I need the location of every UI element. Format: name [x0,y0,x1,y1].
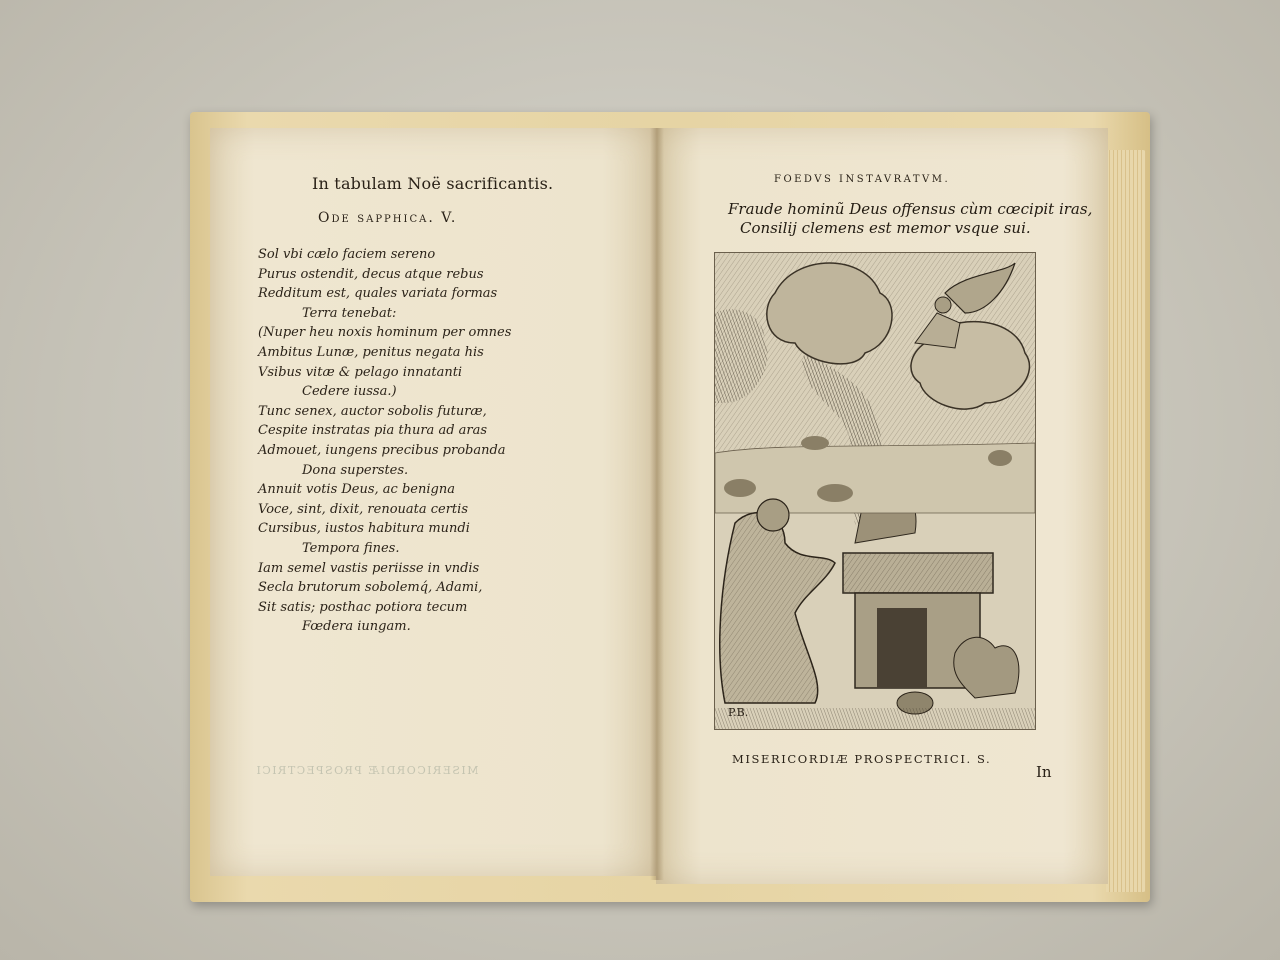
poem-line: Vsibus vitæ & pelago innatanti [258,364,463,380]
engraver-initials: P.B. [728,706,749,719]
noah-sacrifice-engraving [714,252,1036,730]
poem-line: Admouet, iungens precibus probanda [258,442,506,458]
catchword: In [1036,763,1052,781]
poem-line: Sol vbi cælo faciem sereno [258,247,436,262]
book-gutter [650,128,664,880]
poem-line: Cedere iussa.) [302,384,397,400]
left-page-title: In tabulam Noë sacrificantis. [312,174,554,193]
poem-line: Voce, sint, dixit, renouata certis [258,501,468,517]
poem-line: Secla brutorum sobolemq́, Adami, [258,580,483,596]
right-page-title: FOEDVS INSTAVRATVM. [774,174,951,185]
poem-line: Tunc senex, auctor sobolis futuræ, [258,403,487,419]
poem-line: Cespite instratas pia thura ad aras [258,423,488,439]
poem-line: Cursibus, iustos habitura mundi [258,521,470,537]
poem-line: Tempora fines. [302,540,400,556]
emblem-caption: MISERICORDIÆ PROSPECTRICI. S. [732,752,992,766]
ode-poem [258,245,511,637]
motto-line-2: Consilij clemens est memor vsque sui. [740,219,1031,237]
poem-line: Annuit votis Deus, ac benigna [258,482,455,498]
poem-line: Dona superstes. [302,462,409,478]
poem-line: Ambitus Lunæ, penitus negata his [258,344,484,360]
engraving-illustration [715,253,1035,729]
poem-line: (Nuper heu noxis hominum per omnes [258,325,512,341]
poem-line: Fœdera iungam. [302,619,411,635]
motto-line-1: Fraude hominũ Deus offensus cùm cœcipit iras, [728,200,1093,218]
emblem-motto [728,200,1092,238]
poem-line: Iam semel vastis periisse in vndis [258,560,480,576]
ode-heading: Ode sapphica. V. [318,210,458,226]
bleed-through-text: MISERICORDIÆ PROSPECTRICI [255,764,479,777]
poem-line: Sit satis; posthac potiora tecum [258,599,468,615]
poem-line: Redditum est, quales variata formas [258,286,498,302]
poem-line: Terra tenebat: [302,305,397,321]
poem-line: Purus ostendit, decus atque rebus [258,266,484,282]
page-edges [1106,150,1146,892]
